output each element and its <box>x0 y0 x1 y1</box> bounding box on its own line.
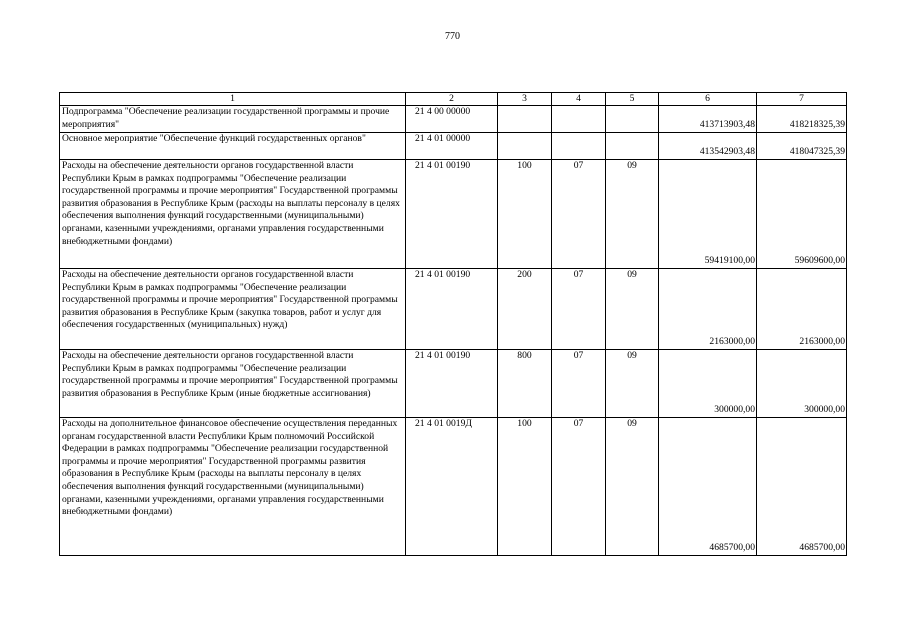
expense-name-cell: Расходы на дополнительное финансовое обеспечение осуществления переданных органам государственной власти Республики Крым полномочий Российской Федерации в рамках подпрограммы "Обеспечение реализации государственной программы и прочие мероприятия" Государственной программы развития образования в Республике Крым (расходы на выплаты персоналу в целях обеспечения выполнения функций государственными (муниципальными) органами, казенными учреждениями, органами управления государственными внебюджетными фондами) <box>60 418 406 556</box>
amount-year1-cell: 2163000,00 <box>659 269 757 350</box>
column-header-code: 2 <box>406 93 498 106</box>
subsection-cell: 09 <box>606 269 659 350</box>
amount-year2-cell: 418047325,39 <box>757 133 847 160</box>
column-header-name: 1 <box>60 93 406 106</box>
table-row <box>60 106 847 133</box>
amount-year1-cell: 413713903,48 <box>659 106 757 133</box>
amount-year2-cell: 418218325,39 <box>757 106 847 133</box>
expense-name-cell: Расходы на обеспечение деятельности органов государственной власти Республики Крым в рамках подпрограммы "Обеспечение реализации государственной программы и прочие мероприятия" Государственной программы развития образования в Республике Крым (расходы на выплаты персоналу в целях обеспечения выполнения функций государственными (муниципальными) органами, казенными учреждениями, органами управления государственными внебюджетными фондами) <box>60 160 406 269</box>
table-row <box>60 133 847 160</box>
target-code-cell: 21 4 01 00190 <box>406 269 498 350</box>
section-cell <box>552 106 606 133</box>
amount-year1-cell: 4685700,00 <box>659 418 757 556</box>
expense-type-cell: 800 <box>498 350 552 418</box>
table-header-row <box>60 93 847 106</box>
amount-year2-cell: 59609600,00 <box>757 160 847 269</box>
subsection-cell: 09 <box>606 418 659 556</box>
subsection-cell <box>606 106 659 133</box>
subsection-cell <box>606 133 659 160</box>
section-cell: 07 <box>552 418 606 556</box>
amount-year2-cell: 2163000,00 <box>757 269 847 350</box>
column-header-sum2: 7 <box>757 93 847 106</box>
expense-type-cell: 100 <box>498 160 552 269</box>
column-header-sum1: 6 <box>659 93 757 106</box>
expense-type-cell <box>498 133 552 160</box>
expense-type-cell <box>498 106 552 133</box>
target-code-cell: 21 4 00 00000 <box>406 106 498 133</box>
expense-type-cell: 200 <box>498 269 552 350</box>
budget-table <box>59 92 847 556</box>
table-row <box>60 350 847 418</box>
section-cell: 07 <box>552 269 606 350</box>
table-row <box>60 160 847 269</box>
page-number: 770 <box>445 31 460 42</box>
table-row <box>60 269 847 350</box>
amount-year1-cell: 300000,00 <box>659 350 757 418</box>
column-header-vr: 3 <box>498 93 552 106</box>
target-code-cell: 21 4 01 00000 <box>406 133 498 160</box>
amount-year2-cell: 4685700,00 <box>757 418 847 556</box>
target-code-cell: 21 4 01 0019Д <box>406 418 498 556</box>
expense-name-cell: Подпрограмма "Обеспечение реализации государственной программы и прочие мероприятия" <box>60 106 406 133</box>
column-header-rz: 4 <box>552 93 606 106</box>
expense-name-cell: Расходы на обеспечение деятельности органов государственной власти Республики Крым в рамках подпрограммы "Обеспечение реализации государственной программы и прочие мероприятия" Государственной программы развития образования в Республике Крым (закупка товаров, работ и услуг для обеспечения государственных (муниципальных) нужд) <box>60 269 406 350</box>
section-cell: 07 <box>552 350 606 418</box>
subsection-cell: 09 <box>606 350 659 418</box>
column-header-pr: 5 <box>606 93 659 106</box>
section-cell: 07 <box>552 160 606 269</box>
expense-name-cell: Основное мероприятие "Обеспечение функций государственных органов" <box>60 133 406 160</box>
amount-year1-cell: 59419100,00 <box>659 160 757 269</box>
amount-year1-cell: 413542903,48 <box>659 133 757 160</box>
amount-year2-cell: 300000,00 <box>757 350 847 418</box>
subsection-cell: 09 <box>606 160 659 269</box>
table-row <box>60 418 847 556</box>
section-cell <box>552 133 606 160</box>
expense-name-cell: Расходы на обеспечение деятельности органов государственной власти Республики Крым в рамках подпрограммы "Обеспечение реализации государственной программы и прочие мероприятия" Государственной программы развития образования в Республике Крым (иные бюджетные ассигнования) <box>60 350 406 418</box>
target-code-cell: 21 4 01 00190 <box>406 160 498 269</box>
expense-type-cell: 100 <box>498 418 552 556</box>
target-code-cell: 21 4 01 00190 <box>406 350 498 418</box>
